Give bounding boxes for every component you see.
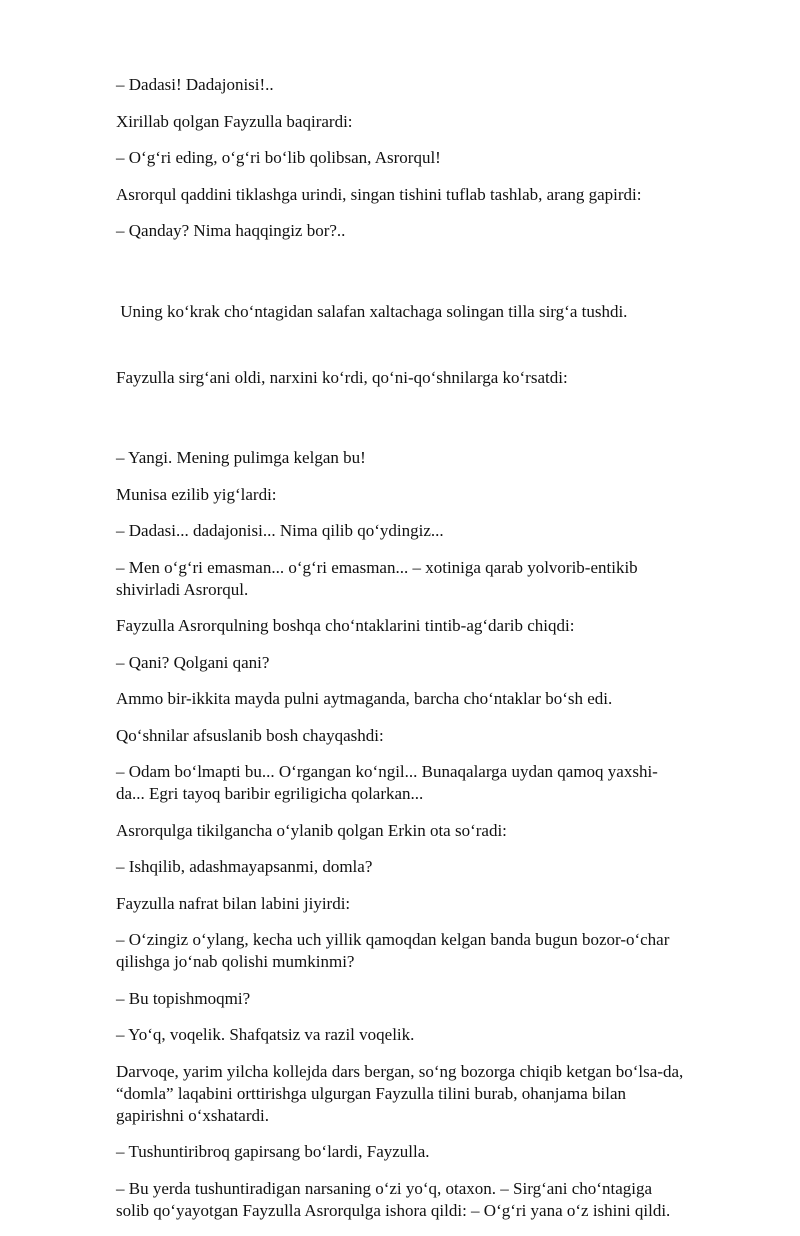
text-line: – Yo‘q, voqelik. Shafqatsiz va razil voqelik. — [116, 1025, 415, 1044]
paragraph — [116, 988, 736, 1010]
text-line: Fayzulla nafrat bilan labini jiyirdi: — [116, 893, 351, 913]
text-line: da... Egri tayoq baribir egriligicha qolarkan... — [116, 784, 424, 803]
story-text — [116, 74, 736, 1236]
paragraph — [116, 520, 736, 542]
paragraph — [116, 1178, 736, 1222]
text-line: – Ishqilib, adashmayapsanmi, domla? — [116, 857, 373, 876]
paragraph — [116, 929, 736, 973]
text-line: – Odam bo‘lmapti bu... O‘rgangan ko‘ngil... Bunaqalarga uydan qamoq yaxshi- — [116, 762, 658, 781]
text-line: Darvoqe, yarim yilcha kollejda dars bergan, so‘ng bozorga chiqib ketgan bo‘lsa-da, — [116, 1061, 684, 1081]
text-line: Xirillab qolgan Fayzulla baqirardi: — [116, 111, 353, 131]
paragraph — [116, 557, 736, 601]
text-line: Asrorqulga tikilgancha o‘ylanib qolgan Erkin ota so‘radi: — [116, 820, 507, 840]
text-line: Uning ko‘krak cho‘ntagidan salafan xaltachaga solingan tilla sirg‘a tushdi. — [116, 301, 628, 321]
paragraph — [116, 688, 736, 710]
text-line: “domla” laqabini orttirishga ulgurgan Fayzulla tilini burab, ohanjama bilan — [116, 1083, 627, 1103]
text-line: solib qo‘yayotgan Fayzulla Asrorqulga ishora qildi: – O‘g‘ri yana o‘z ishini qildi. — [116, 1200, 671, 1220]
text-line: gapirishni o‘xshatardi. — [116, 1105, 269, 1125]
paragraph — [116, 856, 736, 878]
text-line: Fayzulla Asrorqulning boshqa cho‘ntaklarini tintib-ag‘darib chiqdi: — [116, 616, 575, 635]
paragraph — [116, 74, 736, 96]
paragraph — [116, 1141, 736, 1163]
paragraph — [116, 257, 736, 433]
paragraph — [116, 1024, 736, 1046]
text-line: Asrorqul qaddini tiklashga urindi, singan tishini tuflab tashlab, arang gapirdi: — [116, 184, 642, 204]
paragraph — [116, 725, 736, 747]
text-line: – Qanday? Nima haqqingiz bor?.. — [116, 221, 346, 240]
text-line: – O‘g‘ri eding, o‘g‘ri bo‘lib qolibsan, Asrorqul! — [116, 148, 441, 167]
text-line: shivirladi Asrorqul. — [116, 579, 249, 599]
paragraph — [116, 893, 736, 915]
paragraph — [116, 652, 736, 674]
paragraph — [116, 615, 736, 637]
paragraph — [116, 761, 736, 805]
text-line: Munisa ezilib yig‘lardi: — [116, 484, 277, 504]
paragraph — [116, 111, 736, 133]
text-line: – Bu yerda tushuntiradigan narsaning o‘zi yo‘q, otaxon. – Sirg‘ani cho‘ntagiga — [116, 1178, 653, 1198]
paragraph — [116, 147, 736, 169]
paragraph — [116, 820, 736, 842]
paragraph — [116, 220, 736, 242]
text-line: – O‘zingiz o‘ylang, kecha uch yillik qamoqdan kelgan banda bugun bozor-o‘char — [116, 930, 670, 949]
text-line: – Tushuntiribroq gapirsang bo‘lardi, Fayzulla. — [116, 1142, 430, 1161]
text-line: qilishga jo‘nab qolishi mumkinmi? — [116, 952, 355, 971]
text-line: Qo‘shnilar afsuslanib bosh chayqashdi: — [116, 725, 384, 745]
text-line: – Bu topishmoqmi? — [116, 988, 251, 1008]
paragraph — [116, 184, 736, 206]
text-line: – Dadasi! Dadajonisi!.. — [116, 75, 274, 94]
paragraph — [116, 484, 736, 506]
text-line: Ammo bir-ikkita mayda pulni aytmaganda, barcha cho‘ntaklar bo‘sh edi. — [116, 689, 613, 708]
paragraph — [116, 447, 736, 469]
text-line: – Dadasi... dadajonisi... Nima qilib qo‘ydingiz... — [116, 521, 444, 540]
text-line: – Qani? Qolgani qani? — [116, 652, 270, 672]
text-line: – Men o‘g‘ri emasman... o‘g‘ri emasman... – xotiniga qarab yolvorib-entikib — [116, 557, 638, 577]
paragraph — [116, 1061, 736, 1127]
text-line: – Yangi. Mening pulimga kelgan bu! — [116, 448, 366, 467]
text-line: Fayzulla sirg‘ani oldi, narxini ko‘rdi, qo‘ni-qo‘shnilarga ko‘rsatdi: — [116, 367, 568, 387]
